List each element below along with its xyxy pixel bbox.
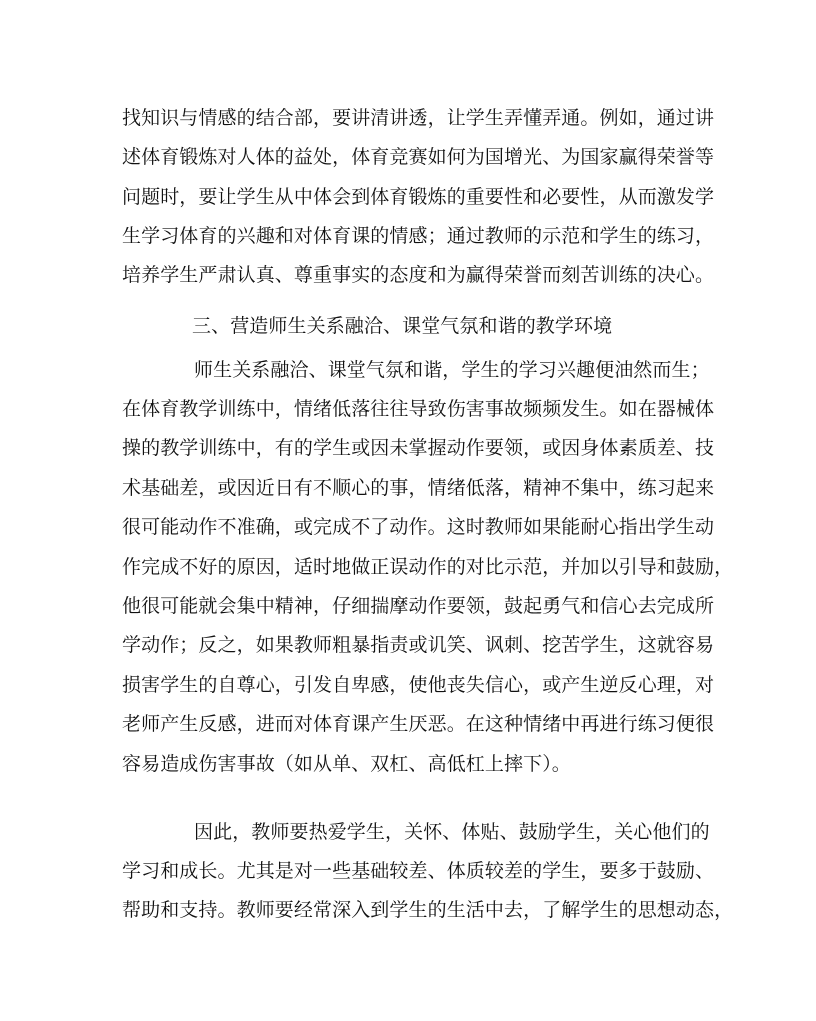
- paragraph-2-line-9: 损害学生的自尊心，引发自卑感，使他丧失信心，或产生逆反心理，对: [122, 674, 715, 696]
- paragraph-2-line-1: 师生关系融洽、课堂气氛和谐，学生的学习兴趣便油然而生；: [194, 359, 710, 381]
- paragraph-2-line-10: 老师产生反感，进而对体育课产生厌恶。在这种情绪中再进行练习便很: [122, 713, 715, 735]
- paragraph-3-line-1: 因此，教师要热爱学生，关怀、体贴、鼓励学生，关心他们的: [194, 821, 710, 843]
- paragraph-2-line-4: 术基础差，或因近日有不顺心的事，情绪低落，精神不集中，练习起来: [122, 477, 715, 499]
- paragraph-2-line-11: 容易造成伤害事故（如从单、双杠、高低杠上摔下）。: [122, 753, 571, 775]
- paragraph-2-line-6: 作完成不好的原因，适时地做正误动作的对比示范，并加以引导和鼓励，: [122, 556, 734, 578]
- section-heading-3: 三、营造师生关系融洽、课堂气氛和谐的教学环境: [192, 315, 613, 337]
- paragraph-2-line-2: 在体育教学训练中，情绪低落往往导致伤害事故频频发生。如在器械体: [122, 398, 715, 420]
- paragraph-1-line-2: 述体育锻炼对人体的益处，体育竞赛如何为国增光、为国家赢得荣誉等: [122, 146, 715, 168]
- paragraph-1-line-4: 生学习体育的兴趣和对体育课的情感；通过教师的示范和学生的练习，: [122, 225, 715, 247]
- paragraph-2-line-3: 操的教学训练中，有的学生或因未掌握动作要领，或因身体素质差、技: [122, 437, 715, 459]
- paragraph-1-line-3: 问题时，要让学生从中体会到体育锻炼的重要性和必要性，从而激发学: [122, 186, 715, 208]
- paragraph-1-line-5: 培养学生严肃认真、尊重事实的态度和为赢得荣誉而刻苦训练的决心。: [122, 264, 715, 286]
- paragraph-2-line-8: 学动作；反之，如果教师粗暴指责或讥笑、讽刺、挖苦学生，这就容易: [122, 634, 715, 656]
- paragraph-2-line-5: 很可能动作不准确，或完成不了动作。这时教师如果能耐心指出学生动: [122, 516, 715, 538]
- paragraph-3-line-2: 学习和成长。尤其是对一些基础较差、体质较差的学生，要多于鼓励、: [122, 860, 715, 882]
- paragraph-1-line-1: 找知识与情感的结合部，要讲清讲透，让学生弄懂弄通。例如，通过讲: [122, 107, 715, 129]
- paragraph-2-line-7: 他很可能就会集中精神，仔细揣摩动作要领，鼓起勇气和信心去完成所: [122, 595, 715, 617]
- paragraph-3-line-3: 帮助和支持。教师要经常深入到学生的生活中去，了解学生的思想动态，: [122, 899, 734, 921]
